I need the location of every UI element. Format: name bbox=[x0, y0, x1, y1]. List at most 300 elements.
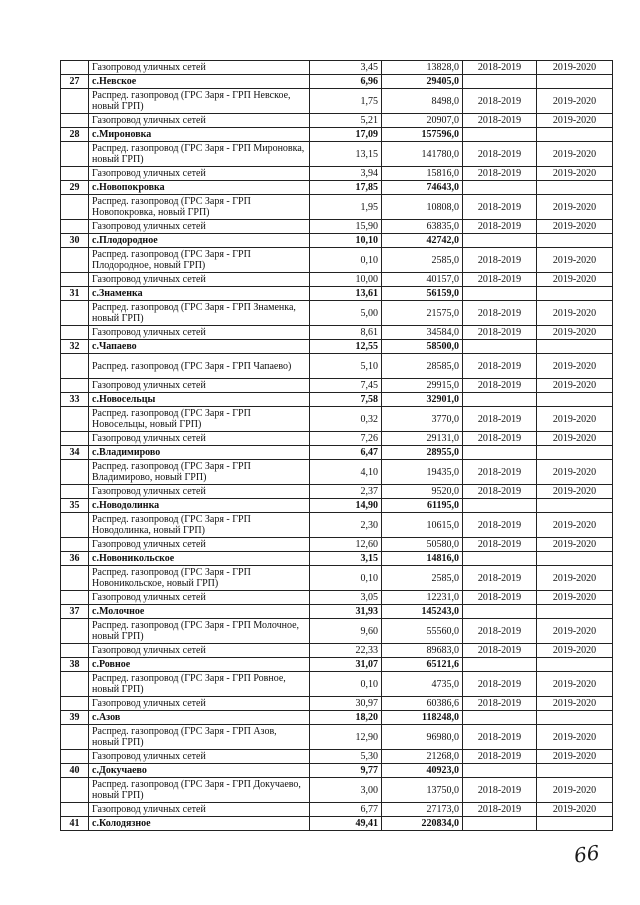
row-name: с.Азов bbox=[89, 711, 310, 725]
row-period-design: 2018-2019 bbox=[463, 460, 537, 485]
row-cost: 9520,0 bbox=[382, 485, 463, 499]
row-period-design: 2018-2019 bbox=[463, 750, 537, 764]
row-length: 6,96 bbox=[310, 75, 382, 89]
row-name: Распред. газопровод (ГРС Заря - ГРП Владимирово, новый ГРП) bbox=[89, 460, 310, 485]
row-period-design: 2018-2019 bbox=[463, 142, 537, 167]
row-length: 9,77 bbox=[310, 764, 382, 778]
row-cost: 50580,0 bbox=[382, 538, 463, 552]
table-row bbox=[61, 644, 613, 658]
row-period-design: 2018-2019 bbox=[463, 778, 537, 803]
row-name: с.Молочное bbox=[89, 605, 310, 619]
village-row bbox=[61, 128, 613, 142]
row-name: с.Новодолинка bbox=[89, 499, 310, 513]
row-period-design bbox=[463, 340, 537, 354]
row-number: 37 bbox=[61, 605, 89, 619]
row-cost: 60386,6 bbox=[382, 697, 463, 711]
row-length: 1,95 bbox=[310, 195, 382, 220]
row-period-build: 2019-2020 bbox=[537, 61, 613, 75]
row-period-build: 2019-2020 bbox=[537, 326, 613, 340]
row-period-design bbox=[463, 817, 537, 831]
row-period-build: 2019-2020 bbox=[537, 803, 613, 817]
row-cost: 10808,0 bbox=[382, 195, 463, 220]
row-length: 5,10 bbox=[310, 354, 382, 379]
row-cost: 89683,0 bbox=[382, 644, 463, 658]
row-period-design bbox=[463, 605, 537, 619]
row-period-build bbox=[537, 446, 613, 460]
row-period-design: 2018-2019 bbox=[463, 407, 537, 432]
row-name: Газопровод уличных сетей bbox=[89, 591, 310, 605]
row-cost: 34584,0 bbox=[382, 326, 463, 340]
row-number: 32 bbox=[61, 340, 89, 354]
row-period-build: 2019-2020 bbox=[537, 220, 613, 234]
row-period-build: 2019-2020 bbox=[537, 195, 613, 220]
row-length: 49,41 bbox=[310, 817, 382, 831]
row-number bbox=[61, 379, 89, 393]
row-period-design bbox=[463, 181, 537, 195]
row-cost: 42742,0 bbox=[382, 234, 463, 248]
row-period-design: 2018-2019 bbox=[463, 644, 537, 658]
row-length: 5,00 bbox=[310, 301, 382, 326]
table-row bbox=[61, 248, 613, 273]
row-period-design bbox=[463, 711, 537, 725]
row-period-build bbox=[537, 711, 613, 725]
row-period-build: 2019-2020 bbox=[537, 697, 613, 711]
row-period-design bbox=[463, 552, 537, 566]
row-length: 2,30 bbox=[310, 513, 382, 538]
row-number: 41 bbox=[61, 817, 89, 831]
village-row bbox=[61, 658, 613, 672]
table-row bbox=[61, 89, 613, 114]
row-cost: 40923,0 bbox=[382, 764, 463, 778]
village-row bbox=[61, 393, 613, 407]
row-name: Распред. газопровод (ГРС Заря - ГРП Ровное, новый ГРП) bbox=[89, 672, 310, 697]
row-length: 3,05 bbox=[310, 591, 382, 605]
row-cost: 3770,0 bbox=[382, 407, 463, 432]
table-row bbox=[61, 301, 613, 326]
row-period-build: 2019-2020 bbox=[537, 672, 613, 697]
row-name: с.Чапаево bbox=[89, 340, 310, 354]
row-period-design: 2018-2019 bbox=[463, 538, 537, 552]
row-cost: 27173,0 bbox=[382, 803, 463, 817]
row-name: Распред. газопровод (ГРС Заря - ГРП Мироновка, новый ГРП) bbox=[89, 142, 310, 167]
row-cost: 21268,0 bbox=[382, 750, 463, 764]
row-number bbox=[61, 750, 89, 764]
row-cost: 15816,0 bbox=[382, 167, 463, 181]
row-period-build: 2019-2020 bbox=[537, 644, 613, 658]
table-row bbox=[61, 538, 613, 552]
row-name: Газопровод уличных сетей bbox=[89, 538, 310, 552]
table-row bbox=[61, 195, 613, 220]
village-row bbox=[61, 817, 613, 831]
table-row bbox=[61, 167, 613, 181]
table-row bbox=[61, 566, 613, 591]
row-cost: 28955,0 bbox=[382, 446, 463, 460]
row-name: Газопровод уличных сетей bbox=[89, 61, 310, 75]
row-cost: 4735,0 bbox=[382, 672, 463, 697]
row-number: 33 bbox=[61, 393, 89, 407]
row-length: 3,00 bbox=[310, 778, 382, 803]
table-row bbox=[61, 778, 613, 803]
row-period-build: 2019-2020 bbox=[537, 407, 613, 432]
row-name: с.Ровное bbox=[89, 658, 310, 672]
row-period-design: 2018-2019 bbox=[463, 89, 537, 114]
row-number bbox=[61, 485, 89, 499]
row-name: Газопровод уличных сетей bbox=[89, 803, 310, 817]
row-period-build bbox=[537, 658, 613, 672]
table-row bbox=[61, 591, 613, 605]
row-period-build: 2019-2020 bbox=[537, 301, 613, 326]
row-number bbox=[61, 407, 89, 432]
row-length: 3,94 bbox=[310, 167, 382, 181]
village-row bbox=[61, 287, 613, 301]
row-period-build: 2019-2020 bbox=[537, 485, 613, 499]
village-row bbox=[61, 605, 613, 619]
row-number bbox=[61, 61, 89, 75]
row-name: Распред. газопровод (ГРС Заря - ГРП Азов, новый ГРП) bbox=[89, 725, 310, 750]
row-period-design bbox=[463, 499, 537, 513]
village-row bbox=[61, 764, 613, 778]
row-number: 31 bbox=[61, 287, 89, 301]
row-name: Газопровод уличных сетей bbox=[89, 114, 310, 128]
row-period-build: 2019-2020 bbox=[537, 273, 613, 287]
row-period-design: 2018-2019 bbox=[463, 301, 537, 326]
village-row bbox=[61, 340, 613, 354]
row-length: 7,58 bbox=[310, 393, 382, 407]
row-period-build: 2019-2020 bbox=[537, 538, 613, 552]
row-period-build: 2019-2020 bbox=[537, 432, 613, 446]
table-row bbox=[61, 672, 613, 697]
row-cost: 10615,0 bbox=[382, 513, 463, 538]
row-number bbox=[61, 538, 89, 552]
row-number: 35 bbox=[61, 499, 89, 513]
row-number bbox=[61, 89, 89, 114]
table-row bbox=[61, 460, 613, 485]
table-row bbox=[61, 379, 613, 393]
row-name: Газопровод уличных сетей bbox=[89, 167, 310, 181]
row-number bbox=[61, 725, 89, 750]
row-cost: 55560,0 bbox=[382, 619, 463, 644]
row-period-design bbox=[463, 128, 537, 142]
row-length: 17,09 bbox=[310, 128, 382, 142]
row-period-design: 2018-2019 bbox=[463, 379, 537, 393]
row-number bbox=[61, 248, 89, 273]
row-period-design: 2018-2019 bbox=[463, 248, 537, 273]
table-body bbox=[61, 61, 613, 831]
row-length: 18,20 bbox=[310, 711, 382, 725]
row-length: 10,10 bbox=[310, 234, 382, 248]
row-cost: 61195,0 bbox=[382, 499, 463, 513]
row-cost: 40157,0 bbox=[382, 273, 463, 287]
row-period-design: 2018-2019 bbox=[463, 114, 537, 128]
table-row bbox=[61, 619, 613, 644]
row-period-build: 2019-2020 bbox=[537, 379, 613, 393]
table-row bbox=[61, 273, 613, 287]
table-row bbox=[61, 220, 613, 234]
row-number bbox=[61, 619, 89, 644]
row-cost: 14816,0 bbox=[382, 552, 463, 566]
row-period-design bbox=[463, 75, 537, 89]
row-period-build bbox=[537, 499, 613, 513]
row-period-build: 2019-2020 bbox=[537, 619, 613, 644]
row-name: Газопровод уличных сетей bbox=[89, 432, 310, 446]
row-cost: 21575,0 bbox=[382, 301, 463, 326]
row-period-build bbox=[537, 817, 613, 831]
row-length: 31,07 bbox=[310, 658, 382, 672]
table-row bbox=[61, 407, 613, 432]
row-length: 12,90 bbox=[310, 725, 382, 750]
village-row bbox=[61, 234, 613, 248]
row-length: 31,93 bbox=[310, 605, 382, 619]
table-row bbox=[61, 697, 613, 711]
row-length: 15,90 bbox=[310, 220, 382, 234]
row-length: 5,30 bbox=[310, 750, 382, 764]
row-period-build: 2019-2020 bbox=[537, 89, 613, 114]
row-length: 3,45 bbox=[310, 61, 382, 75]
row-number bbox=[61, 114, 89, 128]
row-period-design: 2018-2019 bbox=[463, 326, 537, 340]
row-name: Распред. газопровод (ГРС Заря - ГРП Новосельцы, новый ГРП) bbox=[89, 407, 310, 432]
row-cost: 29405,0 bbox=[382, 75, 463, 89]
row-period-build bbox=[537, 75, 613, 89]
row-name: Газопровод уличных сетей bbox=[89, 326, 310, 340]
row-number: 38 bbox=[61, 658, 89, 672]
row-name: с.Владимирово bbox=[89, 446, 310, 460]
row-period-design bbox=[463, 287, 537, 301]
village-row bbox=[61, 552, 613, 566]
row-period-build: 2019-2020 bbox=[537, 460, 613, 485]
row-period-build bbox=[537, 181, 613, 195]
row-name: с.Новопокровка bbox=[89, 181, 310, 195]
row-period-design: 2018-2019 bbox=[463, 725, 537, 750]
row-cost: 13828,0 bbox=[382, 61, 463, 75]
village-row bbox=[61, 711, 613, 725]
row-period-design: 2018-2019 bbox=[463, 566, 537, 591]
row-cost: 2585,0 bbox=[382, 248, 463, 273]
row-name: с.Мироновка bbox=[89, 128, 310, 142]
table-row bbox=[61, 142, 613, 167]
row-number bbox=[61, 326, 89, 340]
row-number bbox=[61, 301, 89, 326]
row-number bbox=[61, 195, 89, 220]
row-cost: 32901,0 bbox=[382, 393, 463, 407]
row-length: 13,15 bbox=[310, 142, 382, 167]
table-row bbox=[61, 513, 613, 538]
row-name: с.Плодородное bbox=[89, 234, 310, 248]
row-number bbox=[61, 672, 89, 697]
row-length: 12,55 bbox=[310, 340, 382, 354]
row-length: 7,26 bbox=[310, 432, 382, 446]
row-period-build: 2019-2020 bbox=[537, 114, 613, 128]
village-row bbox=[61, 446, 613, 460]
row-name: Распред. газопровод (ГРС Заря - ГРП Новопокровка, новый ГРП) bbox=[89, 195, 310, 220]
gas-pipeline-table bbox=[60, 60, 613, 831]
row-period-design: 2018-2019 bbox=[463, 513, 537, 538]
row-length: 2,37 bbox=[310, 485, 382, 499]
row-name: Распред. газопровод (ГРС Заря - ГРП Невское, новый ГРП) bbox=[89, 89, 310, 114]
village-row bbox=[61, 75, 613, 89]
table-row bbox=[61, 354, 613, 379]
row-number bbox=[61, 273, 89, 287]
row-period-design: 2018-2019 bbox=[463, 195, 537, 220]
row-cost: 74643,0 bbox=[382, 181, 463, 195]
row-period-build: 2019-2020 bbox=[537, 513, 613, 538]
row-number bbox=[61, 513, 89, 538]
row-cost: 29131,0 bbox=[382, 432, 463, 446]
row-cost: 56159,0 bbox=[382, 287, 463, 301]
row-number: 40 bbox=[61, 764, 89, 778]
table-row bbox=[61, 485, 613, 499]
row-number bbox=[61, 167, 89, 181]
row-name: Газопровод уличных сетей bbox=[89, 379, 310, 393]
row-cost: 63835,0 bbox=[382, 220, 463, 234]
row-cost: 13750,0 bbox=[382, 778, 463, 803]
row-name: с.Новоникольское bbox=[89, 552, 310, 566]
row-length: 6,77 bbox=[310, 803, 382, 817]
row-period-build: 2019-2020 bbox=[537, 248, 613, 273]
row-period-build: 2019-2020 bbox=[537, 566, 613, 591]
row-length: 6,47 bbox=[310, 446, 382, 460]
row-number bbox=[61, 644, 89, 658]
row-period-build: 2019-2020 bbox=[537, 725, 613, 750]
row-length: 7,45 bbox=[310, 379, 382, 393]
village-row bbox=[61, 181, 613, 195]
row-number bbox=[61, 566, 89, 591]
row-cost: 58500,0 bbox=[382, 340, 463, 354]
row-period-design: 2018-2019 bbox=[463, 273, 537, 287]
row-name: Распред. газопровод (ГРС Заря - ГРП Плодородное, новый ГРП) bbox=[89, 248, 310, 273]
row-period-build bbox=[537, 340, 613, 354]
row-cost: 96980,0 bbox=[382, 725, 463, 750]
row-period-build: 2019-2020 bbox=[537, 167, 613, 181]
row-name: Газопровод уличных сетей bbox=[89, 697, 310, 711]
row-name: с.Знаменка bbox=[89, 287, 310, 301]
row-length: 22,33 bbox=[310, 644, 382, 658]
row-number: 28 bbox=[61, 128, 89, 142]
row-period-design: 2018-2019 bbox=[463, 672, 537, 697]
row-period-build: 2019-2020 bbox=[537, 778, 613, 803]
row-name: Газопровод уличных сетей bbox=[89, 220, 310, 234]
row-period-build: 2019-2020 bbox=[537, 354, 613, 379]
row-length: 13,61 bbox=[310, 287, 382, 301]
table-row bbox=[61, 326, 613, 340]
row-name: Газопровод уличных сетей bbox=[89, 273, 310, 287]
row-period-build: 2019-2020 bbox=[537, 591, 613, 605]
row-period-design bbox=[463, 234, 537, 248]
row-name: с.Невское bbox=[89, 75, 310, 89]
row-period-build bbox=[537, 605, 613, 619]
row-cost: 157596,0 bbox=[382, 128, 463, 142]
row-length: 5,21 bbox=[310, 114, 382, 128]
row-period-build bbox=[537, 764, 613, 778]
row-period-design: 2018-2019 bbox=[463, 697, 537, 711]
village-row bbox=[61, 499, 613, 513]
row-period-build: 2019-2020 bbox=[537, 750, 613, 764]
row-period-design: 2018-2019 bbox=[463, 167, 537, 181]
row-period-build bbox=[537, 393, 613, 407]
row-length: 14,90 bbox=[310, 499, 382, 513]
row-length: 0,32 bbox=[310, 407, 382, 432]
row-length: 0,10 bbox=[310, 566, 382, 591]
row-period-design: 2018-2019 bbox=[463, 619, 537, 644]
row-period-design: 2018-2019 bbox=[463, 432, 537, 446]
row-name: Распред. газопровод (ГРС Заря - ГРП Новодолинка, новый ГРП) bbox=[89, 513, 310, 538]
row-cost: 145243,0 bbox=[382, 605, 463, 619]
row-cost: 141780,0 bbox=[382, 142, 463, 167]
row-name: Газопровод уличных сетей bbox=[89, 750, 310, 764]
row-length: 30,97 bbox=[310, 697, 382, 711]
row-number bbox=[61, 142, 89, 167]
row-number: 27 bbox=[61, 75, 89, 89]
table-row bbox=[61, 725, 613, 750]
row-period-design: 2018-2019 bbox=[463, 61, 537, 75]
row-name: Газопровод уличных сетей bbox=[89, 644, 310, 658]
row-length: 8,61 bbox=[310, 326, 382, 340]
row-name: с.Докучаево bbox=[89, 764, 310, 778]
row-name: Распред. газопровод (ГРС Заря - ГРП Чапаево) bbox=[89, 354, 310, 379]
row-period-build bbox=[537, 287, 613, 301]
row-length: 0,10 bbox=[310, 248, 382, 273]
row-number: 29 bbox=[61, 181, 89, 195]
row-number bbox=[61, 697, 89, 711]
row-number bbox=[61, 354, 89, 379]
row-length: 1,75 bbox=[310, 89, 382, 114]
row-number bbox=[61, 460, 89, 485]
row-number: 39 bbox=[61, 711, 89, 725]
table-row bbox=[61, 432, 613, 446]
row-number: 30 bbox=[61, 234, 89, 248]
row-name: Распред. газопровод (ГРС Заря - ГРП Новоникольское, новый ГРП) bbox=[89, 566, 310, 591]
row-period-design bbox=[463, 446, 537, 460]
row-cost: 118248,0 bbox=[382, 711, 463, 725]
row-length: 10,00 bbox=[310, 273, 382, 287]
row-period-design: 2018-2019 bbox=[463, 220, 537, 234]
row-number bbox=[61, 220, 89, 234]
row-name: Газопровод уличных сетей bbox=[89, 485, 310, 499]
row-cost: 8498,0 bbox=[382, 89, 463, 114]
row-period-build bbox=[537, 234, 613, 248]
row-period-build bbox=[537, 552, 613, 566]
row-length: 9,60 bbox=[310, 619, 382, 644]
row-number bbox=[61, 803, 89, 817]
row-number bbox=[61, 591, 89, 605]
row-name: с.Колодязное bbox=[89, 817, 310, 831]
row-period-design bbox=[463, 393, 537, 407]
row-length: 17,85 bbox=[310, 181, 382, 195]
row-cost: 2585,0 bbox=[382, 566, 463, 591]
row-length: 3,15 bbox=[310, 552, 382, 566]
row-period-design: 2018-2019 bbox=[463, 591, 537, 605]
row-cost: 12231,0 bbox=[382, 591, 463, 605]
row-name: Распред. газопровод (ГРС Заря - ГРП Знаменка, новый ГРП) bbox=[89, 301, 310, 326]
row-period-build bbox=[537, 128, 613, 142]
row-cost: 29915,0 bbox=[382, 379, 463, 393]
row-name: с.Новосельцы bbox=[89, 393, 310, 407]
row-period-design bbox=[463, 658, 537, 672]
row-length: 0,10 bbox=[310, 672, 382, 697]
row-period-design: 2018-2019 bbox=[463, 354, 537, 379]
row-name: Распред. газопровод (ГРС Заря - ГРП Докучаево, новый ГРП) bbox=[89, 778, 310, 803]
row-cost: 28585,0 bbox=[382, 354, 463, 379]
table-row bbox=[61, 803, 613, 817]
row-period-build: 2019-2020 bbox=[537, 142, 613, 167]
row-cost: 65121,6 bbox=[382, 658, 463, 672]
row-length: 4,10 bbox=[310, 460, 382, 485]
row-number: 36 bbox=[61, 552, 89, 566]
page-number: 66 bbox=[572, 840, 601, 868]
row-period-design: 2018-2019 bbox=[463, 803, 537, 817]
table-row bbox=[61, 114, 613, 128]
row-period-design bbox=[463, 764, 537, 778]
